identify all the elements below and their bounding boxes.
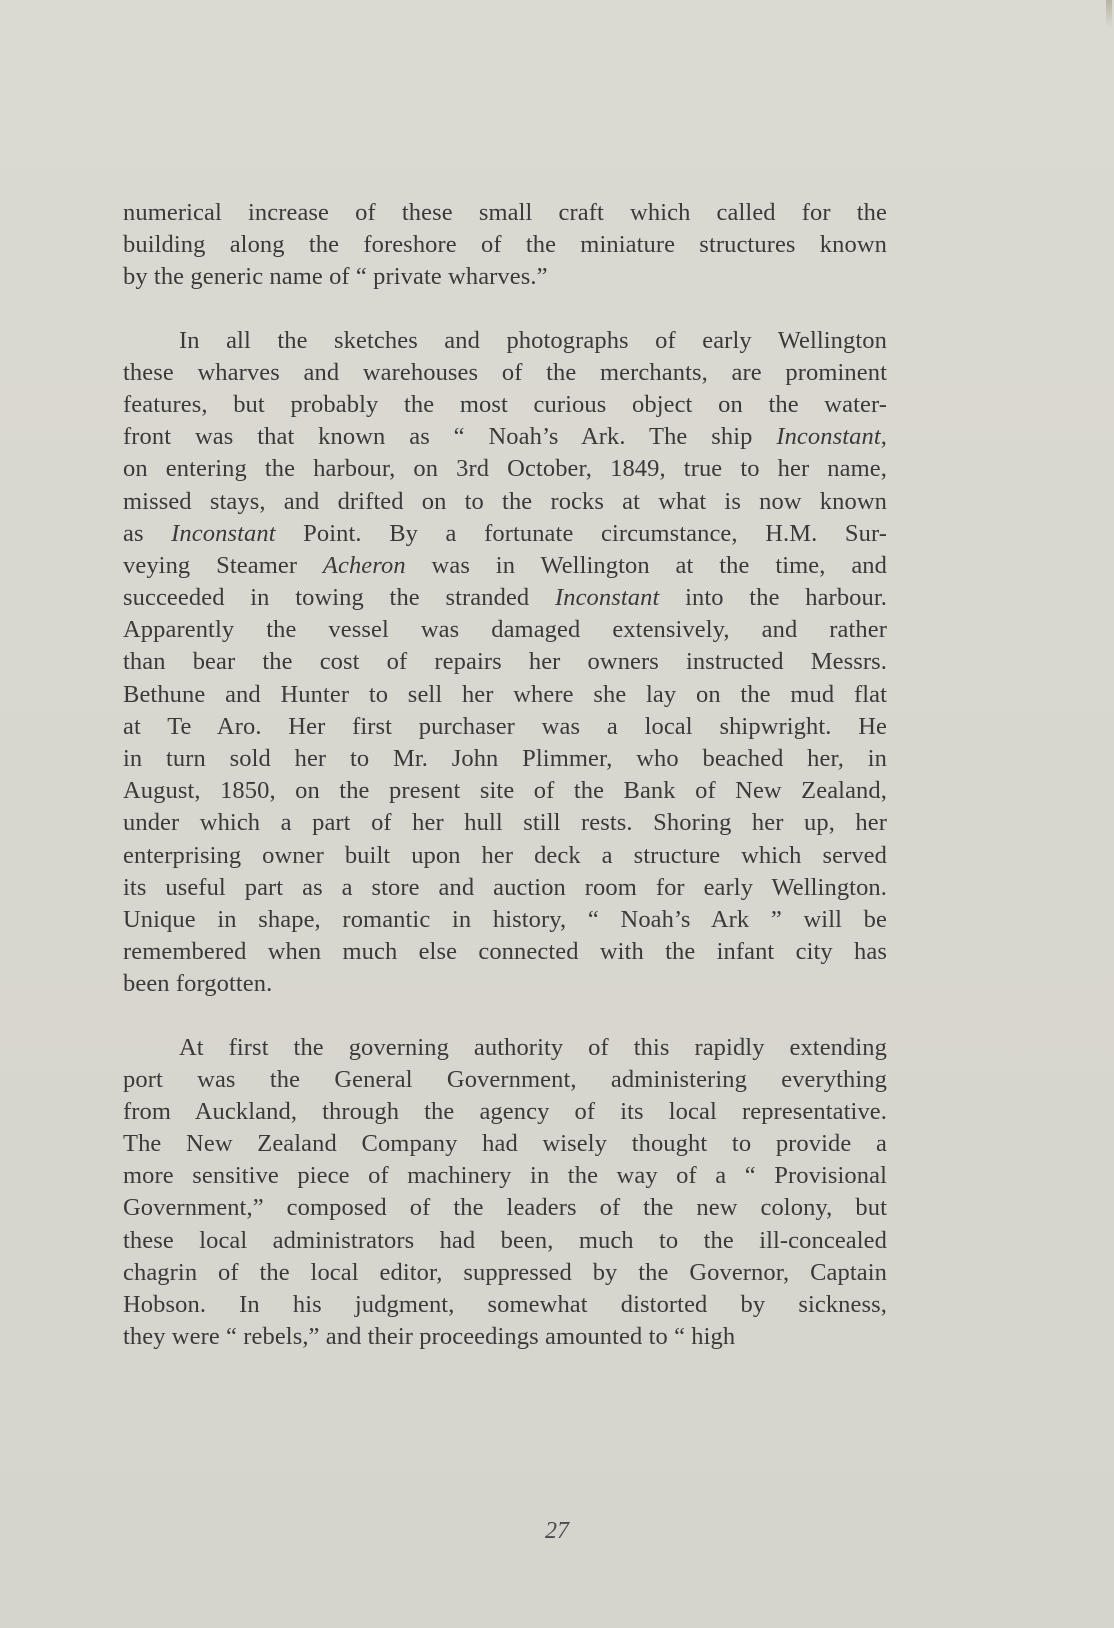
text-line: August, 1850, on the present site of the Bank of New Zealand,	[123, 777, 887, 805]
text-line: Bethune and Hunter to sell her where she lay on the mud flat	[123, 680, 887, 708]
text-line: remembered when much else connected with the infant city has	[123, 938, 887, 966]
text-line: these local administrators had been, much to the ill-concealed	[123, 1226, 887, 1254]
text-line: been forgotten.	[123, 970, 273, 998]
paragraph-3	[123, 1032, 887, 1354]
page-edge-mark	[1106, 0, 1112, 28]
text-line: veying Steamer Acheron was in Wellington at the time, and	[123, 551, 887, 579]
page-number: 27	[545, 1518, 569, 1544]
text-line: by the generic name of “ private wharves.”	[123, 263, 548, 291]
paragraph-1	[123, 197, 887, 294]
text-line: Apparently the vessel was damaged extensively, and rather	[123, 616, 887, 644]
text-line: from Auckland, through the agency of its local representative.	[123, 1097, 887, 1125]
text-line: on entering the harbour, on 3rd October, 1849, true to her name,	[123, 455, 887, 483]
text-line: than bear the cost of repairs her owners instructed Messrs.	[123, 648, 887, 676]
text-line: as Inconstant Point. By a fortunate circumstance, H.M. Sur-	[123, 519, 887, 547]
text-line: building along the foreshore of the miniature structures known	[123, 231, 887, 259]
text-line: at Te Aro. Her first purchaser was a local shipwright. He	[123, 712, 887, 740]
text-line: In all the sketches and photographs of early Wellington	[179, 326, 887, 354]
text-line: front was that known as “ Noah’s Ark. The ship Inconstant,	[123, 423, 887, 451]
text-line: more sensitive piece of machinery in the way of a “ Provisional	[123, 1162, 887, 1190]
text-line: these wharves and warehouses of the merchants, are prominent	[123, 358, 887, 386]
text-line: Hobson. In his judgment, somewhat distorted by sickness,	[123, 1291, 887, 1318]
body-text	[123, 197, 887, 1353]
text-line: under which a part of her hull still rests. Shoring her up, her	[123, 809, 887, 837]
text-line: enterprising owner built upon her deck a structure which served	[123, 841, 887, 869]
text-line: port was the General Government, administering everything	[123, 1065, 887, 1093]
text-line: Government,” composed of the leaders of the new colony, but	[123, 1194, 887, 1222]
text-line: At first the governing authority of this rapidly extending	[179, 1033, 887, 1061]
text-line: The New Zealand Company had wisely thought to provide a	[123, 1130, 887, 1158]
text-line: chagrin of the local editor, suppressed by the Governor, Captain	[123, 1258, 887, 1286]
text-line: numerical increase of these small craft which called for the	[123, 199, 887, 226]
text-line: succeeded in towing the stranded Inconstant into the harbour.	[123, 584, 887, 612]
text-line: missed stays, and drifted on to the rocks at what is now known	[123, 487, 887, 515]
text-line: its useful part as a store and auction room for early Wellington.	[123, 873, 887, 901]
text-line: they were “ rebels,” and their proceedings amounted to “ high	[123, 1323, 736, 1351]
text-line: features, but probably the most curious object on the water-	[123, 390, 887, 418]
text-line: Unique in shape, romantic in history, “ Noah’s Ark ” will be	[123, 905, 887, 933]
text-line: in turn sold her to Mr. John Plimmer, who beached her, in	[123, 745, 887, 772]
paragraph-2	[123, 325, 887, 1001]
